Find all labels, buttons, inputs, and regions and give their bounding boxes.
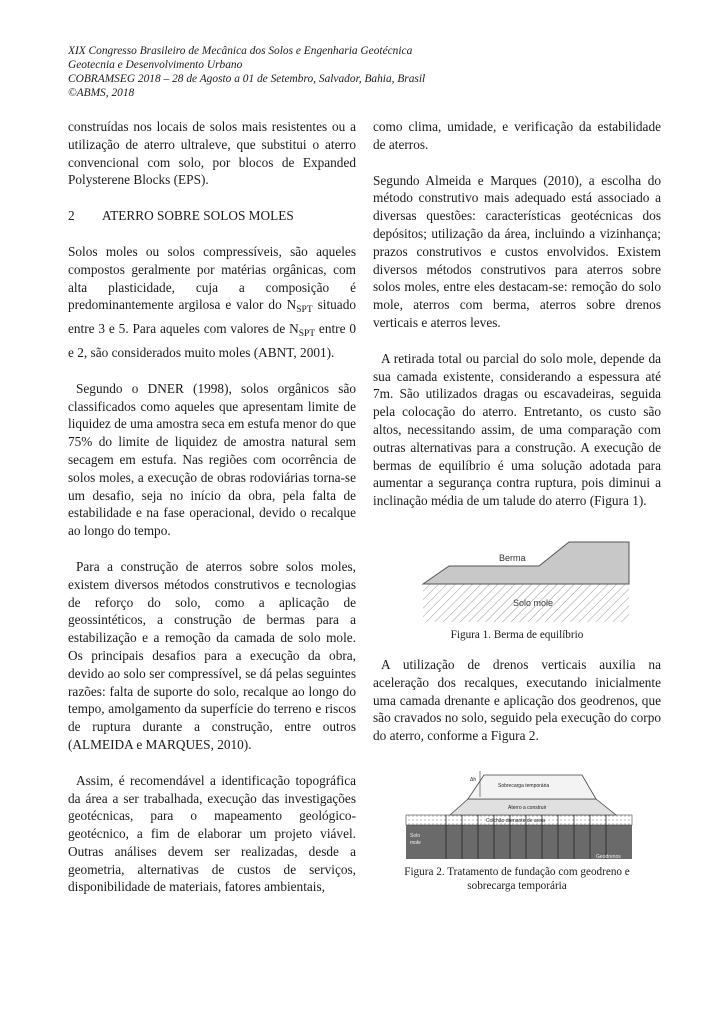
paragraph-dner: Segundo o DNER (1998), solos orgânicos são classificados como aqueles que apresentam limite de liquidez de uma amostra seca em estufa menor do que 75% do limite de liquidez de amostra natural sem secagem em estufa. Nas regiões com ocorrência de solos moles, a execução de obras rodoviárias torna-se um desafio, seja no início da obra, pela falta de estabilidade e na fase operacional, devido o recalque ao longo do tempo. [68, 380, 356, 539]
paragraph-soft-soils [68, 243, 356, 362]
geodrain-diagram [400, 763, 634, 861]
header-line-congress: XIX Congresso Brasileiro de Mecânica dos Solos e Engenharia Geotécnica [68, 45, 413, 57]
soft-soil-label-2: mole [410, 839, 421, 846]
soft-soil-label-1: Solo [410, 832, 421, 839]
paragraph-recommendation: Assim, é recomendável a identificação topográfica da área a ser trabalhada, execução das investigações geotécnicas, para o mapeamento geológico-geotécnico, a fim de elaborar um projeto viável. Outras análises devem ser realizadas, desde a geometria, alternativas de custos de serviços, disponibilidade de materiais, fatores ambientais, [68, 772, 356, 895]
header-line-copyright: ©ABMS, 2018 [68, 87, 135, 99]
header-line-theme: Geotecnia e Desenvolvimento Urbano [68, 59, 243, 71]
conference-header [68, 44, 668, 100]
paragraph-almeida-marques: Segundo Almeida e Marques (2010), a escolha do método construtivo mais adequado está associado a diversas questões: características geotécnicas dos depósitos; utilização da área, incluindo a vizinhança; prazos construtivos e custos envolvidos. Existem diversos métodos construtivos para aterros sobre solos moles, entre eles destacam-se: remoção do solo mole, aterros com berma, aterros sobre drenos verticais e aterros leves. [373, 172, 661, 330]
berm-label: Berma [499, 552, 526, 563]
section-heading [68, 207, 356, 225]
figure2-caption-line2: sobrecarga temporária [467, 879, 567, 892]
geodrains-label: Geodrenos [596, 853, 621, 860]
left-column [68, 118, 356, 914]
berm-diagram [401, 528, 633, 624]
paragraph-intro: construídas nos locais de solos mais resistentes ou a utilização de aterro ultraleve, que substitui o aterro convencional com solo, por blocos de Expanded Polysterene Blocks (EPS). [68, 119, 356, 188]
delta-h-label: Δh [470, 776, 477, 783]
soft-soils-text-a: Solos moles ou solos compressíveis, são aqueles compostos geralmente por matérias orgânicas, com alta plasticidade, cuja a composição é predominantemente argilosa e valor do N [68, 243, 356, 313]
nspt-subscript-1: SPT [296, 305, 313, 316]
soft-soil-label: Solo mole [513, 597, 554, 608]
section-number: 2 [68, 208, 75, 224]
figure-geodrains [373, 763, 661, 893]
drainage-blanket-label: Colchão drenante de areia [486, 817, 545, 824]
figure2-caption [373, 865, 661, 893]
nspt-subscript-2: SPT [298, 329, 316, 340]
header-line-event: COBRAMSEG 2018 – 28 de Agosto a 01 de Setembro, Salvador, Bahia, Brasil [68, 73, 426, 85]
embankment-label: Aterro a construir [508, 804, 547, 811]
paragraph-removal: A retirada total ou parcial do solo mole, depende da sua camada existente, considerando a espessura até 7m. São utilizados dragas ou escavadeiras, seguida pela colocação do aterro. Entretanto, os custo são altos, necessitando assim, de uma comparação com outras alternativas para a construção. A execução de bermas de equilíbrio é uma solução adotada para aumentar a segurança contra ruptura, pois diminui a inclinação média de um talude do aterro (Figura 1). [373, 350, 661, 509]
paragraph-vertical-drains: A utilização de drenos verticais auxilia na aceleração dos recalques, executando inicialmente uma camada drenante e aplicação dos geodrenos, que são cravados no solo, seguido pela execução do corpo do aterro, conforme a Figura 2. [373, 656, 661, 744]
figure2-caption-line1: Figura 2. Tratamento de fundação com geodreno e [404, 865, 630, 878]
paragraph-construction: Para a construção de aterros sobre solos moles, existem diversos métodos construtivos e tecnologias de reforço do solo, como a aplicação de geossintéticos, a construção de bermas para a estabilização e a remoção da camada de solo mole. Os principais desafios para a execução da obra, devido ao solo ser compressível, se dá pelas seguintes razões: falta de suporte do solo, recalque ao longo do tempo, amolgamento da superfície do terreno e riscos de ruptura durante a construção, entre outros (ALMEIDA e MARQUES, 2010). [68, 558, 356, 752]
figure-berm [373, 528, 661, 642]
section-title: ATERRO SOBRE SOLOS MOLES [102, 208, 294, 224]
soft-soils-text-c: entre 0 e 2, são considerados muito moles (ABNT, 2001). [68, 321, 356, 360]
paragraph-continuation: como clima, umidade, e verificação da estabilidade de aterros. [373, 119, 661, 152]
soft-soils-text-b: situado entre 3 e 5. Para aqueles com valores de N [68, 297, 356, 337]
surcharge-label: Sobrecarga temporária [498, 782, 550, 789]
figure1-caption: Figura 1. Berma de equilíbrio [450, 628, 584, 641]
right-column [373, 118, 661, 907]
